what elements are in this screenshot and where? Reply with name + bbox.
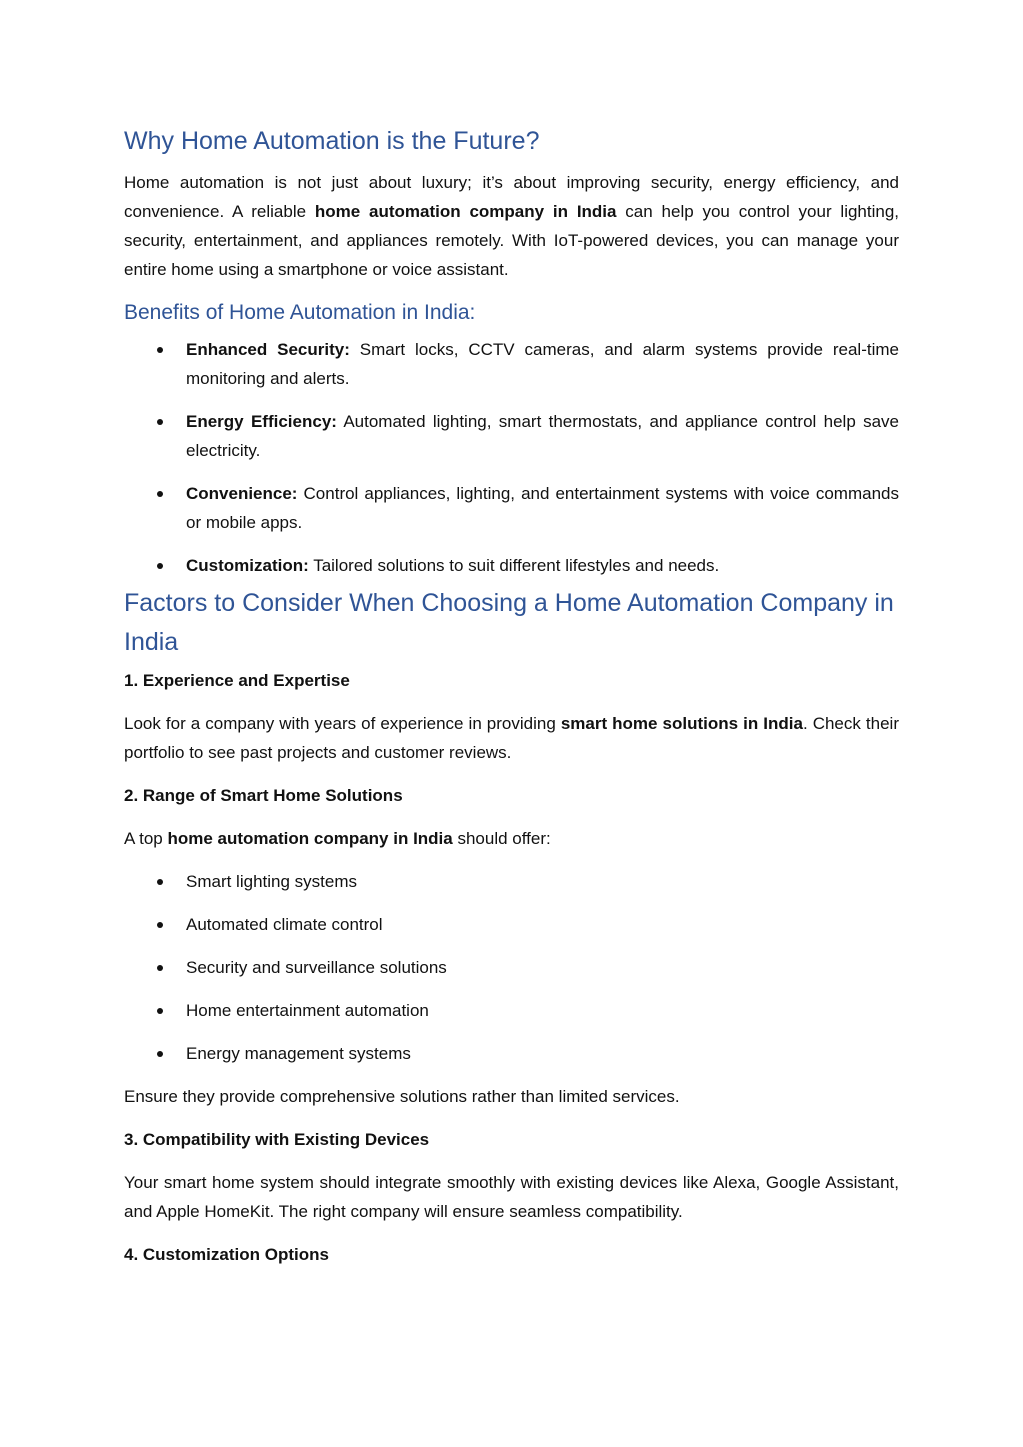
factor-2-intro-b: should offer: <box>452 829 551 848</box>
intro-bold-phrase: home automation company in India <box>314 202 617 221</box>
factor-2-intro <box>124 824 899 853</box>
list-item <box>124 996 899 1025</box>
solution-text: Smart lighting systems <box>186 872 357 891</box>
benefit-label: Enhanced Security: <box>186 340 350 359</box>
factor-1-title: 1. Experience and Expertise <box>124 671 350 690</box>
solution-text: Security and surveillance solutions <box>186 958 447 977</box>
bullet-icon <box>157 563 163 569</box>
heading-benefits: Benefits of Home Automation in India: <box>124 301 476 324</box>
list-item <box>124 479 899 537</box>
benefit-label: Convenience: <box>186 484 298 503</box>
factor-3-paragraph: Your smart home system should integrate smoothly with existing devices like Alexa, Google Assistant, and Apple HomeKit. The right company will ensure seamless compatibility. <box>124 1173 899 1221</box>
benefit-text: Tailored solutions to suit different lifestyles and needs. <box>308 556 720 575</box>
factor-2-closing: Ensure they provide comprehensive solutions rather than limited services. <box>124 1087 680 1106</box>
factor-2-bold-phrase: home automation company in India <box>167 829 453 848</box>
bullet-icon <box>157 965 163 971</box>
list-item <box>124 910 899 939</box>
bullet-icon <box>157 347 163 353</box>
benefit-text: Smart locks, CCTV cameras, and alarm systems provide real-time monitoring and alerts. <box>186 340 899 388</box>
bullet-icon <box>157 419 163 425</box>
factor-2-title: 2. Range of Smart Home Solutions <box>124 786 403 805</box>
factor-1-text-b: . Check their portfolio to see past projects and customer reviews. <box>124 714 899 762</box>
heading-factors: Factors to Consider When Choosing a Home Automation Company in India <box>124 589 894 656</box>
factor-3-title: 3. Compatibility with Existing Devices <box>124 1130 430 1149</box>
benefit-label: Energy Efficiency: <box>186 412 337 431</box>
heading-why-home-automation: Why Home Automation is the Future? <box>124 127 540 155</box>
document-page <box>124 120 899 1283</box>
bullet-icon <box>157 922 163 928</box>
factor-4-title: 4. Customization Options <box>124 1245 329 1264</box>
intro-text-b: can help you control your lighting, security, entertainment, and appliances remotely. With IoT-powered devices, you can manage your entire home using a smartphone or voice assistant. <box>124 202 900 279</box>
benefit-label: Customization: <box>186 556 309 575</box>
list-item <box>124 407 899 465</box>
factor-1-paragraph <box>124 709 899 767</box>
solution-text: Home entertainment automation <box>186 1001 429 1020</box>
factor-1-text-a: Look for a company with years of experience in providing <box>124 714 561 733</box>
benefit-text: Control appliances, lighting, and entertainment systems with voice commands or mobile apps. <box>186 484 899 532</box>
bullet-icon <box>157 879 163 885</box>
solution-text: Automated climate control <box>186 915 383 934</box>
bullet-icon <box>157 1008 163 1014</box>
solution-text: Energy management systems <box>186 1044 411 1063</box>
solutions-list <box>124 867 899 1068</box>
list-item <box>124 1039 899 1068</box>
benefits-list <box>124 335 899 580</box>
intro-text-a: Home automation is not just about luxury; it’s about improving security, energy efficiency, and convenience. A reliable <box>124 173 899 221</box>
factor-1-bold-phrase: smart home solutions in India <box>560 714 803 733</box>
factor-2-intro-a: A top <box>124 829 168 848</box>
bullet-icon <box>157 1051 163 1057</box>
list-item <box>124 867 899 896</box>
intro-paragraph <box>124 168 899 284</box>
list-item <box>124 953 899 982</box>
list-item <box>124 551 899 580</box>
list-item <box>124 335 899 393</box>
benefit-text: Automated lighting, smart thermostats, and appliance control help save electricity. <box>186 412 900 460</box>
bullet-icon <box>157 491 163 497</box>
